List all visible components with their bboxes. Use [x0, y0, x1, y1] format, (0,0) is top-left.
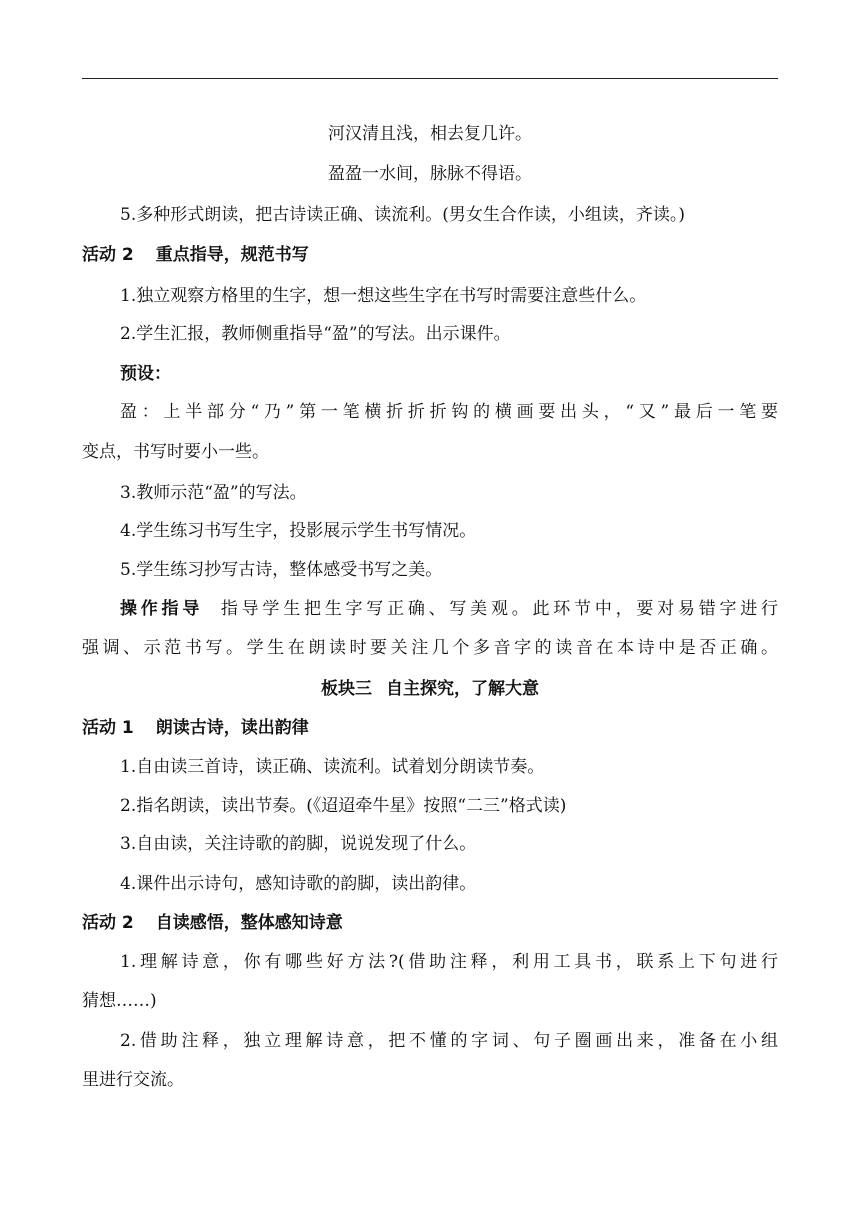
operation-guide-label: 操作指导 — [120, 599, 204, 619]
header-rule — [82, 78, 778, 79]
poem-line-1: 河汉清且浅，相去复几许。 — [328, 124, 532, 144]
activity-1-heading — [82, 716, 778, 740]
section-title-text: 自主探究，了解大意 — [386, 679, 539, 699]
activity-2-heading-block3 — [82, 911, 778, 935]
operation-guide-text: 指导学生把生字写正确、写美观。此环节中，要对易错字进行 — [217, 599, 779, 619]
list-item: 2.指名朗读，读出节奏。(《迢迢牵牛星》按照“二三”格式读) — [120, 796, 567, 816]
section-title — [82, 677, 778, 701]
list-item: 3.自由读，关注诗歌的韵脚，说说发现了什么。 — [120, 834, 477, 854]
activity-2-heading — [82, 243, 778, 267]
list-item: 4.学生练习书写生字，投影展示学生书写情况。 — [120, 521, 477, 541]
preset-label: 预设： — [120, 364, 171, 384]
list-item: 1.独立观察方格里的生字，想一想这些生字在书写时需要注意些什么。 — [120, 286, 647, 306]
activity-label: 活动 1 — [82, 718, 134, 738]
preset-text-line-2: 变点，书写时要小一些。 — [82, 442, 269, 462]
list-item: 3.教师示范“盈”的写法。 — [120, 483, 307, 503]
preset-text-line-1: 盈：上半部分“乃”第一笔横折折折钩的横画要出头，“又”最后一笔要 — [120, 402, 778, 422]
activity-title: 朗读古诗，读出韵律 — [155, 718, 309, 738]
list-item: 2.学生汇报，教师侧重指导“盈”的写法。出示课件。 — [120, 324, 511, 344]
list-item-line-2: 猜想……) — [82, 991, 157, 1011]
operation-guide-line-1 — [82, 597, 778, 621]
activity-label: 活动 2 — [82, 913, 134, 933]
list-item: 1.自由读三首诗，读正确、读流利。试着划分朗读节奏。 — [120, 757, 545, 777]
poem-line-2: 盈盈一水间，脉脉不得语。 — [328, 164, 532, 184]
list-item-line-1: 1.理解诗意，你有哪些好方法?(借助注释，利用工具书，联系上下句进行 — [120, 952, 778, 972]
activity-title: 自读感悟，整体感知诗意 — [155, 913, 343, 933]
activity-label: 活动 2 — [82, 245, 134, 265]
list-item-line-2: 里进行交流。 — [82, 1070, 184, 1090]
list-item-line-1: 2.借助注释，独立理解诗意，把不懂的字词、句子圈画出来，准备在小组 — [120, 1031, 778, 1051]
operation-guide-line-2: 强调、示范书写。学生在朗读时要关注几个多音字的读音在本诗中是否正确。 — [82, 638, 778, 658]
activity-title: 重点指导，规范书写 — [155, 245, 309, 265]
list-item: 5.学生练习抄写古诗，整体感受书写之美。 — [120, 560, 443, 580]
section-title-prefix: 板块三 — [321, 679, 372, 699]
list-item: 4.课件出示诗句，感知诗歌的韵脚，读出韵律。 — [120, 874, 477, 894]
step-5: 5.多种形式朗读，把古诗读正确、读流利。(男女生合作读，小组读，齐读。) — [120, 205, 685, 225]
